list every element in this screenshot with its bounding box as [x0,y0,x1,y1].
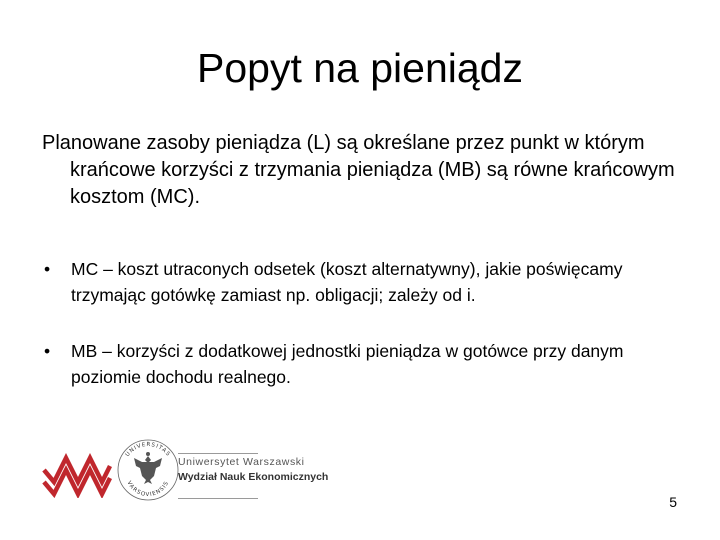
slide-title: Popyt na pieniądz [197,45,523,91]
bullet-text: MC – koszt utraconych odsetek (koszt alternatywny), jakie poświęcamy trzymając gotówkę zamiast np. obligacji; zależy od i. [71,259,623,305]
university-name: Uniwersytet Warszawski [178,456,305,468]
bullet-marker: • [44,259,51,279]
faculty-name: Wydział Nauk Ekonomicznych [178,471,329,483]
intro-paragraph: Planowane zasoby pieniądza (L) są określane przez punkt w którym krańcowe korzyści z trzymania pieniądza (MB) są równe krańcowym kosztom (MC). [42,132,675,208]
svg-text:VARSOVIENSIS: VARSOVIENSIS [125,480,171,499]
footer-logos [40,438,370,506]
divider-bottom [178,498,258,499]
bullet-item-mc [44,256,664,308]
university-seal-icon [116,438,180,502]
faculty-wave-logo-icon [40,448,112,498]
svg-text:UNIVERSITAS: UNIVERSITAS [124,441,172,459]
bullet-item-mb [44,338,664,390]
bullet-marker: • [44,341,51,361]
page-number: 5 [669,494,677,510]
bullet-text: MB – korzyści z dodatkowej jednostki pieniądza w gotówce przy danym poziomie dochodu realnego. [71,341,624,387]
divider-top [178,453,258,454]
